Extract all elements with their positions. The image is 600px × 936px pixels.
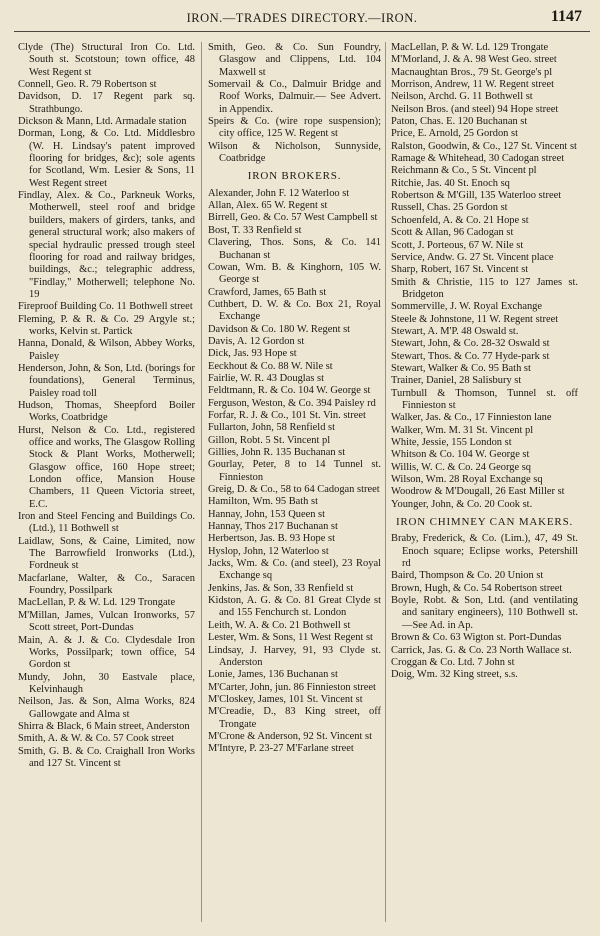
directory-entry: Jenkins, Jas. & Son, 33 Renfield st	[208, 582, 354, 594]
directory-entry: Younger, John, & Co. 20 Cook st.	[391, 498, 533, 510]
directory-entry: Wilson, Wm. 28 Royal Exchange sq	[391, 474, 543, 486]
directory-entry: Whitson & Co. 104 W. George st	[391, 449, 530, 461]
directory-entry: Dorman, Long, & Co. Ltd. Middlesbro (W. H. Lindsay's patent improved flooring for bridges, &c); sole agents for Scotland, Wm. Lesier & Sons, 11 West Regent street	[18, 128, 195, 189]
directory-entry: Birrell, Geo. & Co. 57 West Campbell st	[208, 212, 378, 224]
directory-entry: Robertson & M'Gill, 135 Waterloo street	[391, 190, 562, 202]
directory-entry: Smith, A. & W. & Co. 57 Cook street	[18, 733, 174, 745]
directory-entry: Ferguson, Weston, & Co. 394 Paisley rd	[208, 397, 376, 409]
directory-entry: Feldtmann, R. & Co. 104 W. George st	[208, 385, 371, 397]
directory-entry: Dickson & Mann, Ltd. Armadale station	[18, 116, 187, 128]
directory-entry: Cowan, Wm. B. & Kinghorn, 105 W. George st	[208, 261, 381, 286]
directory-entry: Stewart, John, & Co. 28-32 Oswald st	[391, 338, 550, 350]
directory-entry: Stewart, Walker & Co. 95 Bath st	[391, 362, 531, 374]
directory-entry: Eeckhout & Co. 88 W. Nile st	[208, 360, 333, 372]
directory-entry: Macnaughtan Bros., 79 St. George's pl	[391, 66, 553, 78]
directory-entry: Hannay, Thos 217 Buchanan st	[208, 521, 338, 533]
directory-entry: Hannay, John, 153 Queen st	[208, 508, 326, 520]
directory-entry: Brown, Hugh, & Co. 54 Robertson street	[391, 582, 563, 594]
directory-entry: Fleming, P. & R. & Co. 29 Argyle st.; works, Kelvin st. Partick	[18, 313, 195, 337]
directory-entry: Croggan & Co. Ltd. 7 John st	[391, 656, 515, 668]
directory-entry: Scott, J. Porteous, 67 W. Nile st	[391, 239, 524, 251]
directory-entry: Doig, Wm. 32 King street, s.s.	[391, 669, 518, 681]
directory-entry: Iron and Steel Fencing and Buildings Co. (Ltd.), 11 Bothwell st	[18, 511, 195, 535]
directory-entry: Leith, W. A. & Co. 21 Bothwell st	[208, 619, 351, 631]
column-3	[391, 42, 578, 682]
directory-entry: Davis, A. 12 Gordon st	[208, 335, 305, 347]
directory-entry: Ramage & Whitehead, 30 Cadogan street	[391, 153, 565, 165]
directory-entry: Fireproof Building Co. 11 Bothwell street	[18, 301, 193, 313]
directory-entry: White, Jessie, 155 London st	[391, 437, 512, 448]
directory-entry: MacLellan, P. & W. Ld. 129 Trongate	[391, 42, 549, 53]
directory-entry: Gourlay, Peter, 8 to 14 Tunnel st. Finnieston	[208, 459, 381, 483]
directory-entry: Steele & Johnstone, 11 W. Regent street	[391, 313, 559, 325]
directory-entry: Fullarton, John, 58 Renfield st	[208, 422, 335, 434]
directory-entry: Hurst, Nelson & Co. Ltd., registered office and works, The Glasgow Rolling Stock & Plant Works, Motherwell; Glasgow office, 160 Hope street; London office, Mansion House Chambers, 11 Queen Victoria street, E.C.	[18, 424, 195, 510]
directory-entry: Gillon, Robt. 5 St. Vincent pl	[208, 434, 331, 446]
directory-entry: Greig, D. & Co., 58 to 64 Cadogan street	[208, 484, 380, 496]
directory-entry: Scott & Allan, 96 Cadogan st	[391, 227, 514, 239]
column-divider	[201, 42, 202, 922]
directory-entry: Brown & Co. 63 Wigton st. Port-Dundas	[391, 632, 562, 644]
directory-entry: Connell, Geo. R. 79 Robertson st	[18, 79, 157, 91]
column-1	[18, 42, 195, 770]
column-divider	[385, 42, 386, 922]
directory-entry: Sommerville, J. W. Royal Exchange	[391, 301, 543, 313]
directory-entry: Alexander, John F. 12 Waterloo st	[208, 187, 350, 199]
directory-entry: M'Creadie, D., 83 King street, off Trongate	[208, 706, 381, 730]
directory-entry: Lonie, James, 136 Buchanan st	[208, 669, 338, 681]
directory-entry: Fairlie, W. R. 43 Douglas st	[208, 372, 324, 384]
directory-entry: Baird, Thompson & Co. 20 Union st	[391, 570, 544, 582]
directory-entry: Smith & Christie, 115 to 127 James st. Bridgeton	[391, 276, 578, 300]
directory-entry: Forfar, R. J. & Co., 101 St. Vin. street	[208, 409, 366, 421]
directory-entry: Davidson, D. 17 Regent park sq. Strathbungo.	[18, 91, 195, 115]
directory-entry: Trainer, Daniel, 28 Salisbury st	[391, 375, 522, 387]
directory-entry: Cuthbert, D. W. & Co. Box 21, Royal Exchange	[208, 298, 381, 323]
directory-entry: Speirs & Co. (wire rope suspension); city office, 125 W. Regent st	[208, 116, 381, 140]
directory-entry: Kidston, A. G. & Co. 81 Great Clyde st and 155 Fenchurch st. London	[208, 595, 381, 619]
directory-entry: Stewart, A. M'P. 48 Oswald st.	[391, 325, 519, 337]
directory-entry: Walker, Wm. M. 31 St. Vincent pl	[391, 424, 534, 436]
directory-entry: Lindsay, J. Harvey, 91, 93 Clyde st. Anderston	[208, 644, 381, 668]
section-heading: IRON BROKERS.	[247, 170, 342, 183]
directory-entry: Schoenfeld, A. & Co. 21 Hope st	[391, 214, 529, 226]
directory-entry: Shirra & Black, 6 Main street, Anderston	[18, 720, 190, 732]
directory-entry: Braby, Frederick, & Co. (Lim.), 47, 49 St. Enoch square; Eclipse works, Petershill rd	[391, 533, 578, 570]
directory-entry: Walker, Jas. & Co., 17 Finnieston lane	[391, 412, 552, 424]
directory-entry: Dick, Jas. 93 Hope st	[208, 348, 297, 360]
directory-entry: Neilson, Jas. & Son, Alma Works, 824 Gallowgate and Alma st	[18, 696, 195, 720]
directory-entry: Neilson, Archd. G. 11 Bothwell st	[391, 91, 533, 103]
directory-entry: Morrison, Andrew, 11 W. Regent street	[391, 79, 555, 91]
directory-entry: Carrick, Jas. G. & Co. 23 North Wallace st.	[391, 644, 572, 656]
directory-entry: Hyslop, John, 12 Waterloo st	[208, 545, 329, 557]
section-heading: IRON CHIMNEY CAN MAKERS.	[395, 516, 574, 529]
page-header	[14, 8, 590, 30]
directory-entry: Lester, Wm. & Sons, 11 West Regent st	[208, 632, 373, 644]
directory-entry: Clavering, Thos. Sons, & Co. 141 Buchanan st	[208, 237, 381, 261]
running-title: IRON.—TRADES DIRECTORY.—IRON.	[186, 11, 418, 25]
directory-entry: Laidlaw, Sons, & Caine, Limited, now The Barrowfield Ironworks (Ltd.), Fordneuk st	[18, 535, 195, 572]
directory-entry: Service, Andw. G. 27 St. Vincent place	[391, 251, 554, 263]
directory-entry: Crawford, James, 65 Bath st	[208, 286, 327, 298]
directory-entry: Ralston, Goodwin, & Co., 127 St. Vincent st	[391, 140, 577, 152]
directory-entry: Henderson, John, & Son, Ltd. (borings for foundations), General Terminus, Paisley road toll	[18, 362, 195, 399]
directory-entry: Wilson & Nicholson, Sunnyside, Coatbridge	[208, 140, 381, 165]
directory-entry: Gillies, John R. 135 Buchanan st	[208, 447, 346, 458]
directory-entry: M'Carter, John, jun. 86 Finnieston street	[208, 681, 376, 693]
directory-entry: Boyle, Robt. & Son, Ltd. (and ventilating and sanitary engineers), 110 Bothwell st.—See Ad. in Ap.	[391, 595, 578, 631]
directory-entry: Hamilton, Wm. 95 Bath st	[208, 496, 318, 508]
directory-entry: Herbertson, Jas. B. 93 Hope st	[208, 533, 335, 545]
page-number: 1147	[550, 8, 582, 25]
directory-entry: Smith, Geo. & Co. Sun Foundry, Glasgow and Clippens, Ltd. 104 Maxwell st	[208, 42, 381, 78]
directory-entry: M'Morland, J. & A. 98 West Geo. street	[391, 54, 557, 66]
directory-entry: Bost, T. 33 Renfield st	[208, 224, 302, 236]
directory-entry: M'Closkey, James, 101 St. Vincent st	[208, 693, 363, 705]
directory-entry: Willis, W. C. & Co. 24 George sq	[391, 461, 532, 473]
directory-entry: MacLellan, P. & W. Ld. 129 Trongate	[18, 597, 176, 609]
directory-entry: Main, A. & J. & Co. Clydesdale Iron Works, Possilpark; town office, 54 Gordon st	[18, 634, 195, 671]
directory-entry: Hanna, Donald, & Wilson, Abbey Works, Paisley	[18, 338, 195, 362]
directory-entry: Sharp, Robert, 167 St. Vincent st	[391, 264, 529, 276]
directory-entry: Jacks, Wm. & Co. (and steel), 23 Royal Exchange sq	[208, 558, 381, 582]
directory-entry: Findlay, Alex. & Co., Parkneuk Works, Motherwell, steel roof and bridge builders, makers of girders, tanks, and general structural work; also makers of special hydraulic pressed trough steel flooring for road and railway bridges, buildings, &c.; telegraphic address, "Findlay," Motherwell; telephone No. 19	[18, 190, 195, 300]
directory-entry: Stewart, Thos. & Co. 77 Hyde-park st	[391, 350, 550, 362]
directory-entry: Russell, Chas. 25 Gordon st	[391, 202, 508, 214]
directory-entry: Woodrow & M'Dougall, 26 East Miller st	[391, 486, 565, 498]
directory-entry: Ritchie, Jas. 40 St. Enoch sq	[391, 177, 510, 189]
directory-entry: Somervail & Co., Dalmuir Bridge and Roof Works, Dalmuir.— See Advert. in Appendix.	[208, 79, 381, 115]
directory-entry: M'Crone & Anderson, 92 St. Vincent st	[208, 730, 372, 742]
directory-entry: Price, E. Arnold, 25 Gordon st	[391, 128, 518, 140]
directory-entry: Macfarlane, Walter, & Co., Saracen Foundry, Possilpark	[18, 572, 195, 597]
directory-entry: Neilson Bros. (and steel) 94 Hope street	[391, 103, 559, 115]
header-rule	[14, 31, 590, 32]
directory-entry: M'Millan, James, Vulcan Ironworks, 57 Scott street, Port-Dundas	[18, 609, 195, 634]
directory-entry: Paton, Chas. E. 120 Buchanan st	[391, 116, 528, 128]
directory-entry: Mundy, John, 30 Eastvale place, Kelvinhaugh	[18, 671, 195, 695]
directory-entry: Reichmann & Co., 5 St. Vincent pl	[391, 165, 537, 177]
directory-entry: Smith, G. B. & Co. Craighall Iron Works and 127 St. Vincent st	[18, 745, 195, 769]
directory-entry: Turnbull & Thomson, Tunnel st. off Finnieston st	[391, 387, 578, 411]
directory-entry: Clyde (The) Structural Iron Co. Ltd. South st. Scotstoun; town office, 48 West Regent st	[18, 42, 195, 78]
directory-entry: Allan, Alex. 65 W. Regent st	[208, 200, 328, 212]
directory-entry: Davidson & Co. 180 W. Regent st	[208, 323, 351, 335]
directory-entry: M'Intyre, P. 23-27 M'Farlane street	[208, 743, 354, 755]
directory-entry: Hudson, Thomas, Sheepford Boiler Works, Coatbridge	[18, 399, 195, 424]
column-2	[208, 42, 381, 756]
